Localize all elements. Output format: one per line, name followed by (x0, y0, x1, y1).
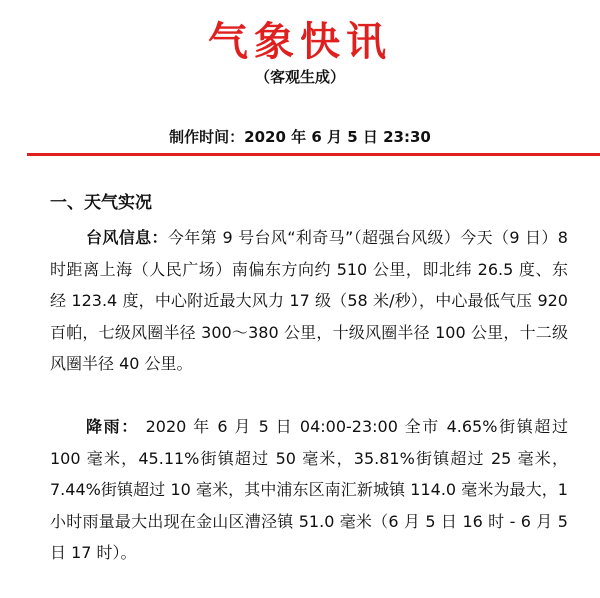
section-heading: 一、天气实况 (50, 193, 152, 213)
rainfall-label: 降雨： (86, 417, 139, 436)
typhoon-paragraph (50, 222, 568, 380)
typhoon-text: 今年第 9 号台风“利奇马”（超强台风级）今天（9 日）8 时距离上海（人民广场）南偏东方向约 510 公里，即北纬 26.5 度、东经 123.4 度，中心附近最大风力 17 级（58 米/秒），中心最低气压 920 百帕，七级风圈半径 300～380 公里，十级风圈半径 100 公里，十二级风圈半径 40 公里。 (50, 228, 568, 373)
typhoon-label: 台风信息： (86, 228, 168, 247)
rainfall-paragraph (50, 411, 568, 569)
red-divider (27, 153, 600, 156)
production-timestamp: 制作时间：2020 年 6 月 5 日 23:30 (169, 128, 431, 146)
document-title: 气象快讯 (208, 18, 392, 65)
document-subtitle: （客观生成） (254, 68, 345, 86)
rainfall-text: 2020 年 6 月 5 日 04:00-23:00 全市 4.65%街镇超过 100 毫米，45.11%街镇超过 50 毫米，35.81%街镇超过 25 毫米，7.44%街镇超过 10 毫米，其中浦东区南汇新城镇 114.0 毫米为最大，1 小时雨量最大出现在金山区漕泾镇 51.0 毫米（6 月 5 日 16 时 - 6 月 5 日 17 时）。 (50, 417, 568, 562)
